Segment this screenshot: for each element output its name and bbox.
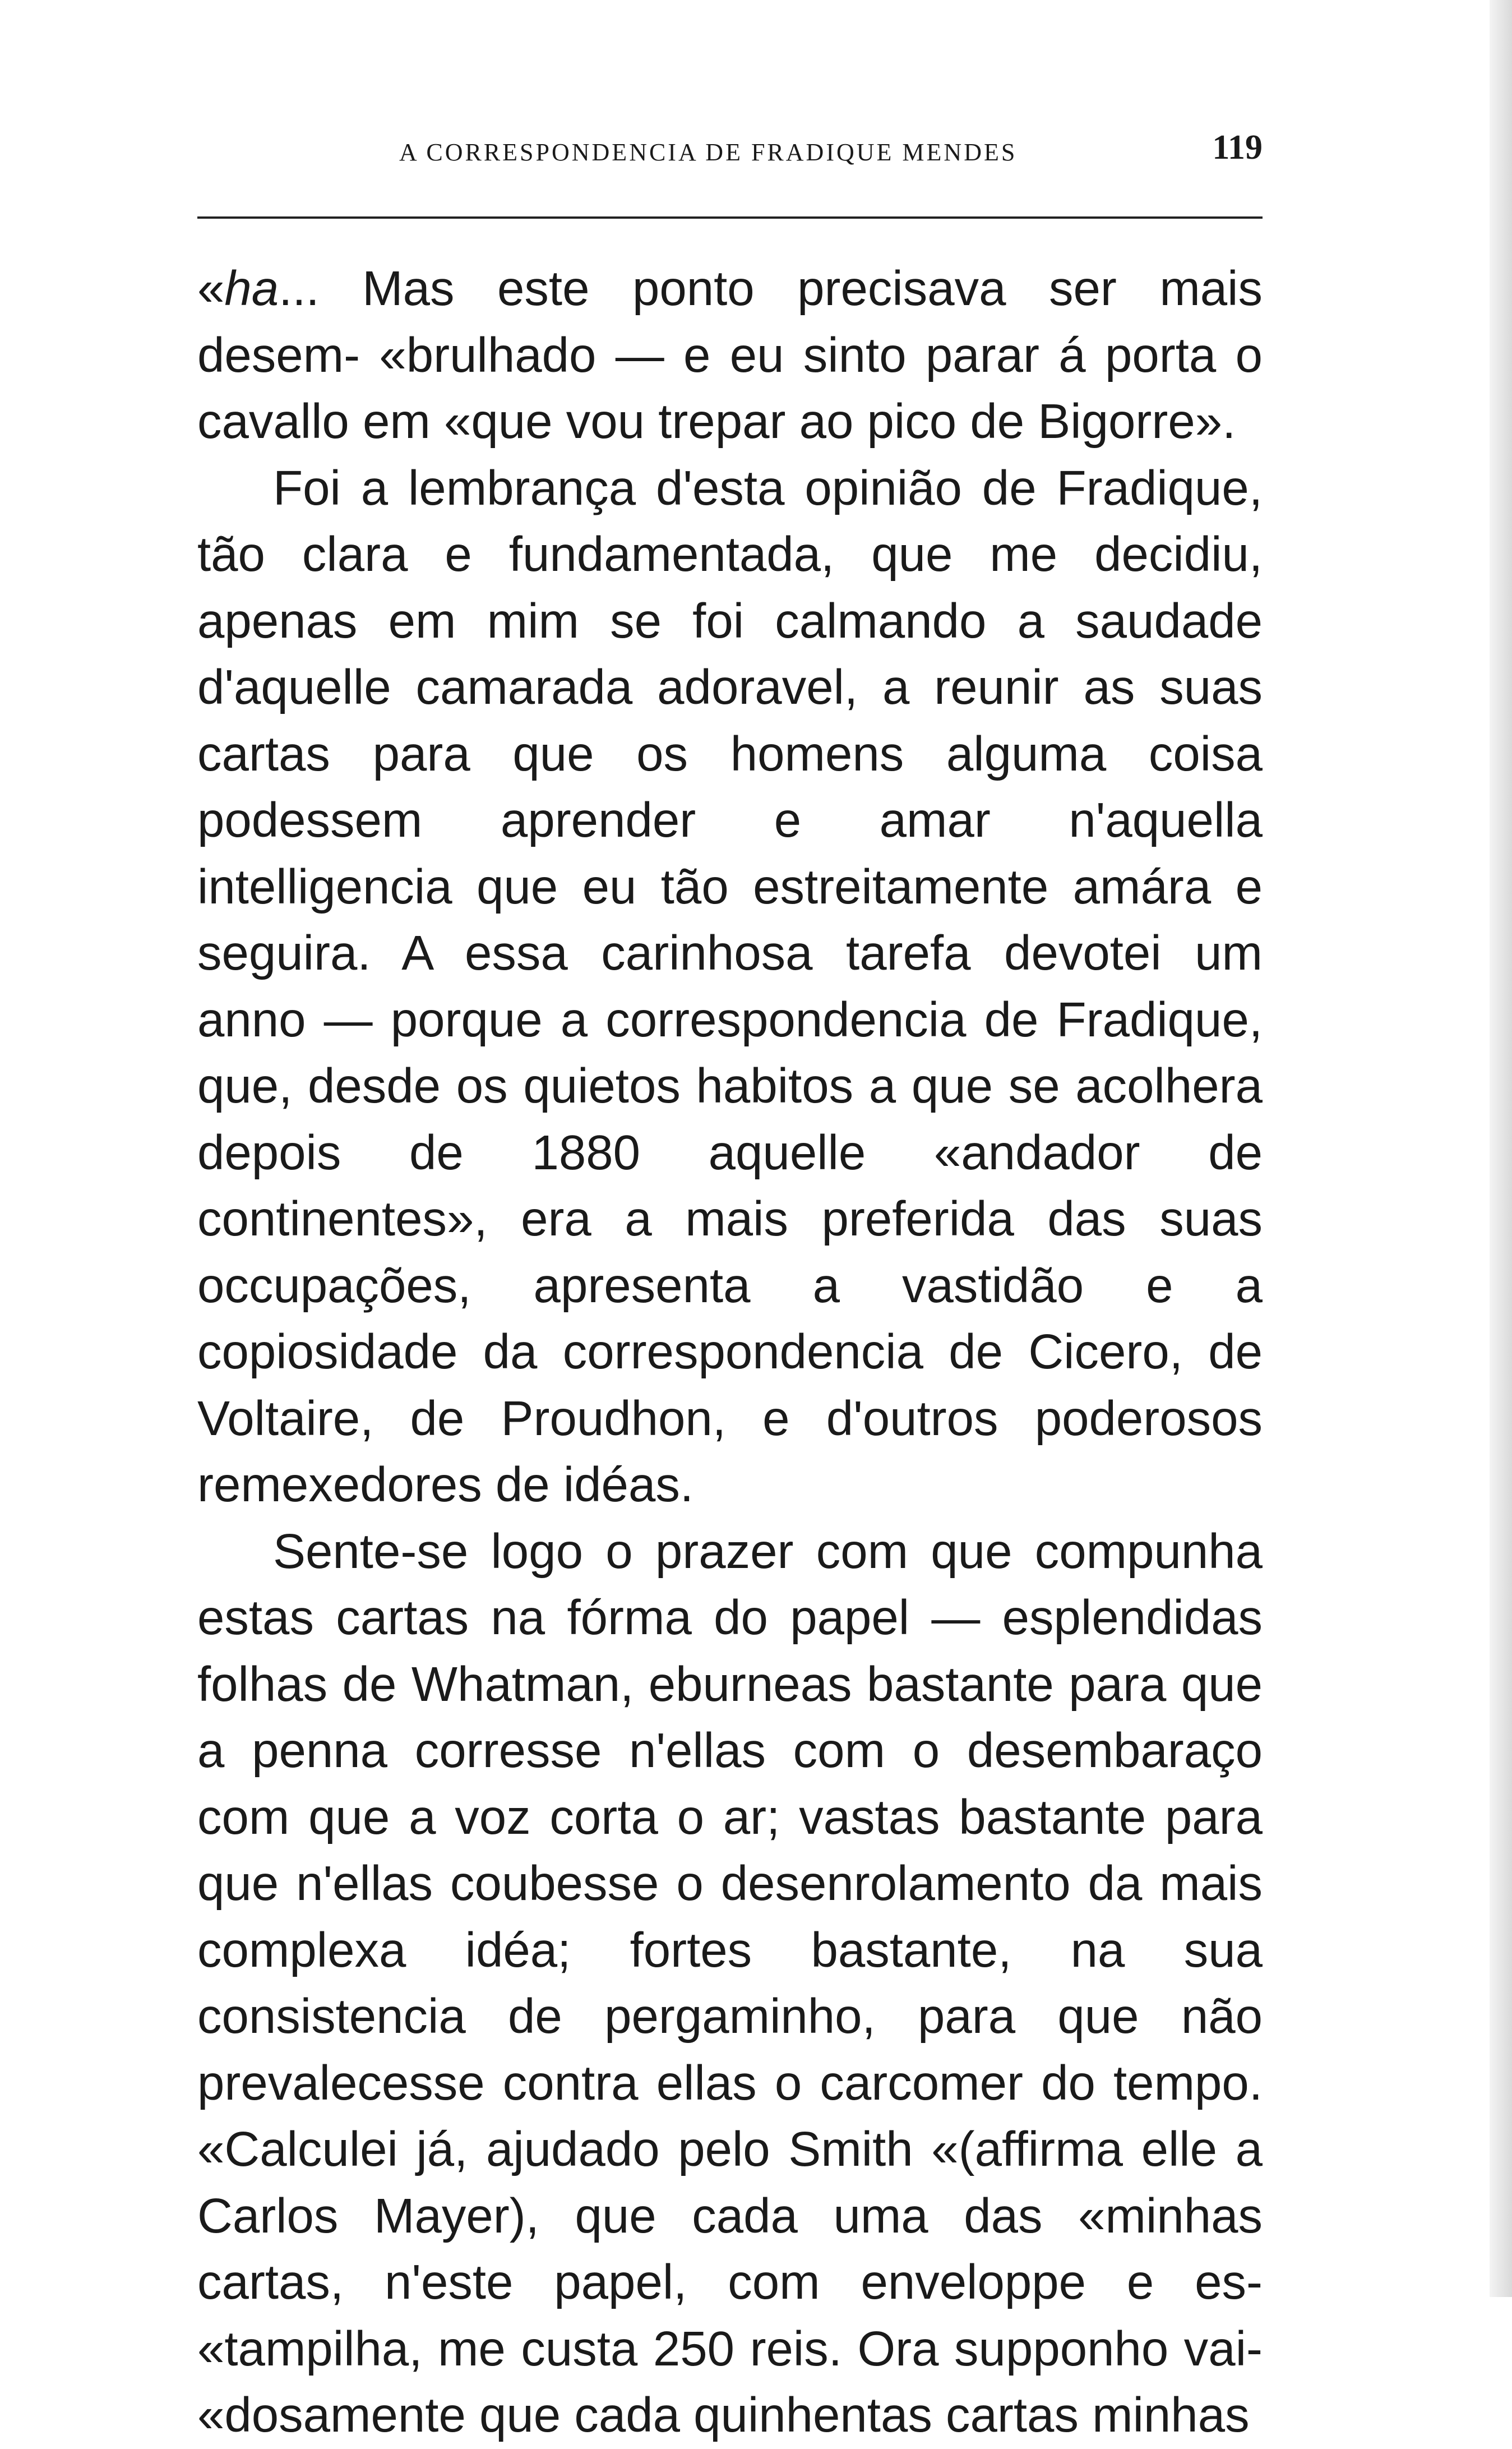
- paragraph-1-italic: ha: [224, 261, 279, 316]
- paragraph-3: Sente-se logo o prazer com que compunha estas cartas na fórma do papel — esplendidas folhas de Whatman, eburneas bastante para que a penna corresse n'ellas com o desembaraço com que a voz corta o ar; vastas bastante para que n'ellas coubesse o desenrolamento da mais complexa idéa; fortes bastante, na sua consistencia de pergaminho, para que não prevalecesse contra ellas o carcomer do tempo. «Calculei já, ajudado pelo Smith «(affirma elle a Carlos Mayer), que cada uma das «minhas cartas, n'este papel, com enveloppe e es- «tampilha, me custa 250 reis. Ora supponho vai- «dosamente que cada quinhentas cartas minhas: [197, 1524, 1263, 2442]
- page-edge-shadow: [1490, 0, 1512, 2297]
- opening-quote: «: [197, 261, 225, 316]
- page-header: [197, 128, 1263, 178]
- header-rule: [197, 216, 1263, 219]
- paragraph-1-text: ... Mas este ponto precisava ser mais desem- «brulhado — e eu sinto parar á porta o cavallo em «que vou trepar ao pico de Bigorre».: [197, 261, 1263, 449]
- running-title: A CORRESPONDENCIA DE FRADIQUE MENDES: [399, 139, 1018, 166]
- body-text: [197, 256, 1263, 2449]
- paragraph-1: [197, 256, 1263, 455]
- page-number: 119: [1212, 128, 1263, 167]
- paragraph-2: Foi a lembrança d'esta opinião de Fradique, tão clara e fundamentada, que me decidiu, apenas em mim se foi calmando a saudade d'aquelle camarada adoravel, a reunir as suas cartas para que os homens alguma coisa podessem aprender e amar n'aquella intelligencia que eu tão estreitamente amára e seguira. A essa carinhosa tarefa devotei um anno — porque a correspondencia de Fradique, que, desde os quietos habitos a que se acolhera depois de 1880 aquelle «andador de continentes», era a mais preferida das suas occupações, apresenta a vastidão e a copiosidade da correspondencia de Cicero, de Voltaire, de Proudhon, e d'outros poderosos remexedores de idéas.: [197, 460, 1263, 1512]
